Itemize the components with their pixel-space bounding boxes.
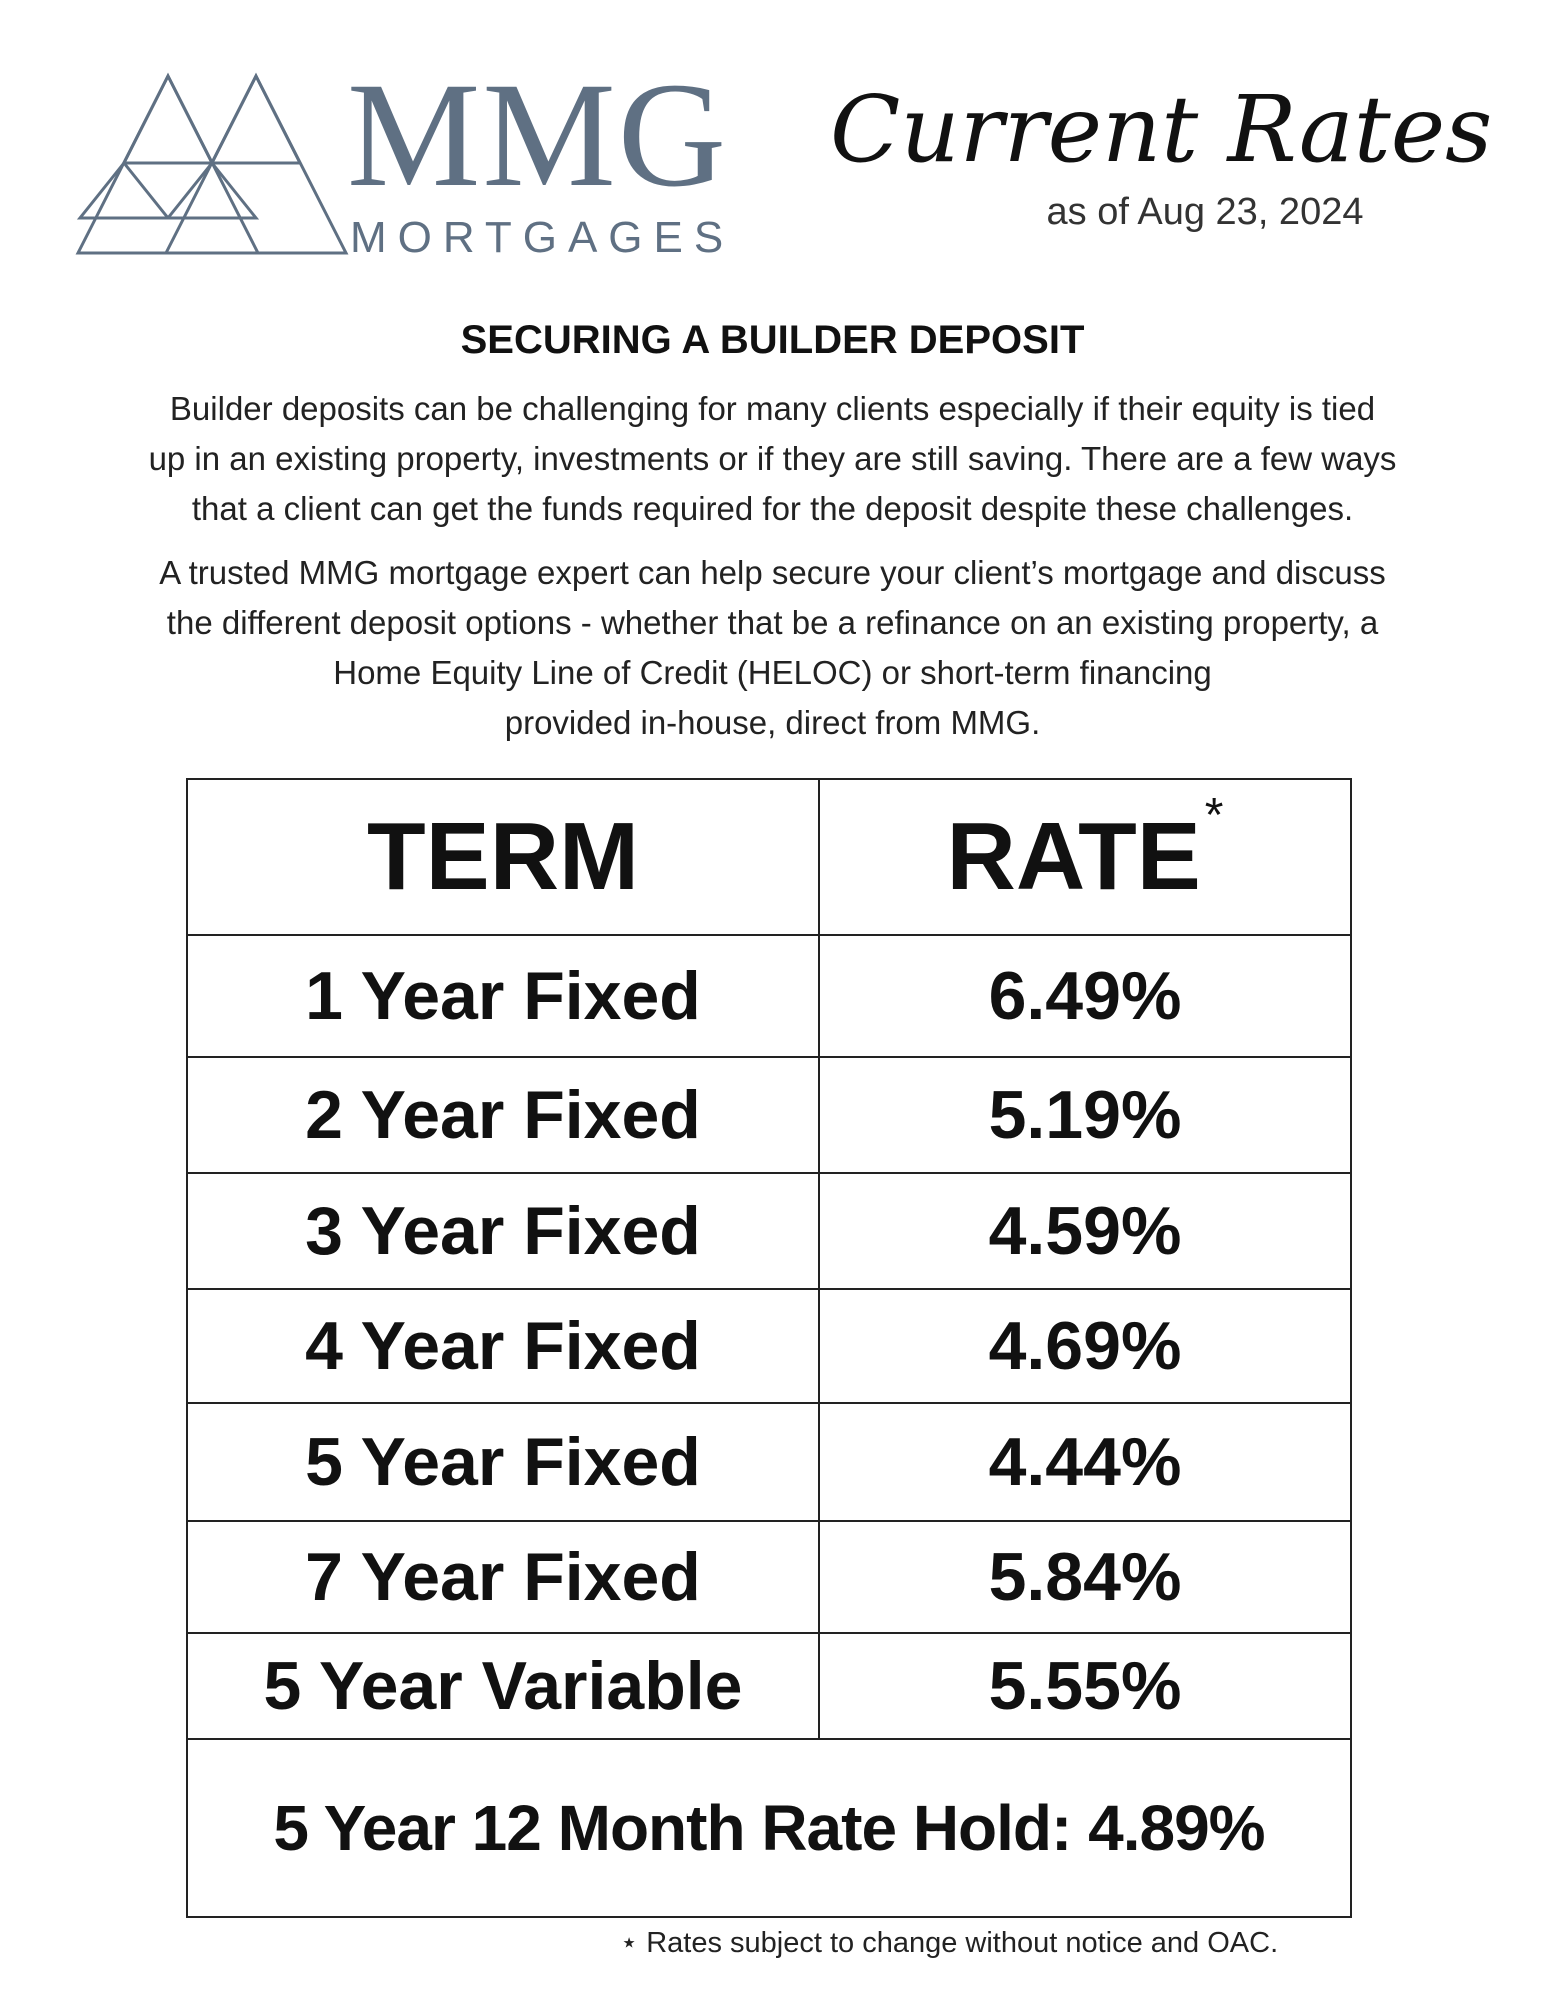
table-row — [188, 1174, 1350, 1290]
table-header-row — [188, 780, 1350, 936]
intro-line: that a client can get the funds required for the deposit despite these challenges. — [191, 490, 1354, 527]
brand-name: MMG — [347, 52, 729, 218]
rate-hold-text: 5 Year 12 Month Rate Hold: 4.89% — [273, 1792, 1265, 1864]
rates-table — [186, 778, 1352, 1918]
intro-paragraph — [60, 384, 1485, 534]
term-header — [188, 780, 820, 934]
term-cell: 5 Year Variable — [188, 1634, 820, 1738]
rate-cell: 6.49% — [988, 958, 1182, 1034]
term-cell: 1 Year Fixed — [188, 936, 820, 1056]
rate-cell: 4.59% — [988, 1193, 1182, 1269]
rate-cell: 5.55% — [988, 1648, 1182, 1724]
term-cell: 4 Year Fixed — [188, 1290, 820, 1402]
rate-hold-row — [188, 1740, 1350, 1916]
triangles-logo-icon — [72, 68, 352, 258]
term-header-label: TERM — [367, 803, 639, 910]
table-row — [188, 1290, 1350, 1404]
expert-paragraph — [60, 548, 1485, 748]
table-row — [188, 1404, 1350, 1522]
rate-header — [820, 780, 1350, 934]
page-title: Current Rates — [830, 76, 1493, 183]
table-row — [188, 1522, 1350, 1634]
rates-date: as of Aug 23, 2024 — [1046, 191, 1364, 233]
term-cell: 3 Year Fixed — [188, 1174, 820, 1288]
brand-logo — [72, 52, 735, 268]
rate-cell: 4.44% — [988, 1424, 1182, 1500]
expert-line: provided in-house, direct from MMG. — [504, 704, 1041, 741]
expert-line: the different deposit options - whether that be a refinance on an existing property, a — [166, 604, 1379, 641]
intro-line: Builder deposits can be challenging for many clients especially if their equity is tied — [169, 390, 1376, 427]
table-row — [188, 1058, 1350, 1174]
footnote: ⋆ Rates subject to change without notice and OAC. — [620, 1927, 1279, 1959]
rate-header-label: RATE — [946, 803, 1201, 910]
rate-cell: 5.84% — [988, 1539, 1182, 1615]
term-cell: 5 Year Fixed — [188, 1404, 820, 1520]
rate-cell: 5.19% — [988, 1077, 1182, 1153]
table-row — [188, 1634, 1350, 1740]
rate-cell: 4.69% — [988, 1308, 1182, 1384]
rate-asterisk: * — [1204, 788, 1224, 842]
expert-line: Home Equity Line of Credit (HELOC) or short-term financing — [333, 654, 1212, 691]
term-cell: 2 Year Fixed — [188, 1058, 820, 1172]
term-cell: 7 Year Fixed — [188, 1522, 820, 1632]
brand-subtitle: MORTGAGES — [350, 213, 735, 262]
table-row — [188, 936, 1350, 1058]
intro-line: up in an existing property, investments or if they are still saving. There are a few ways — [148, 440, 1397, 477]
section-heading: SECURING A BUILDER DEPOSIT — [460, 318, 1085, 362]
expert-line: A trusted MMG mortgage expert can help secure your client’s mortgage and discuss — [159, 554, 1386, 591]
